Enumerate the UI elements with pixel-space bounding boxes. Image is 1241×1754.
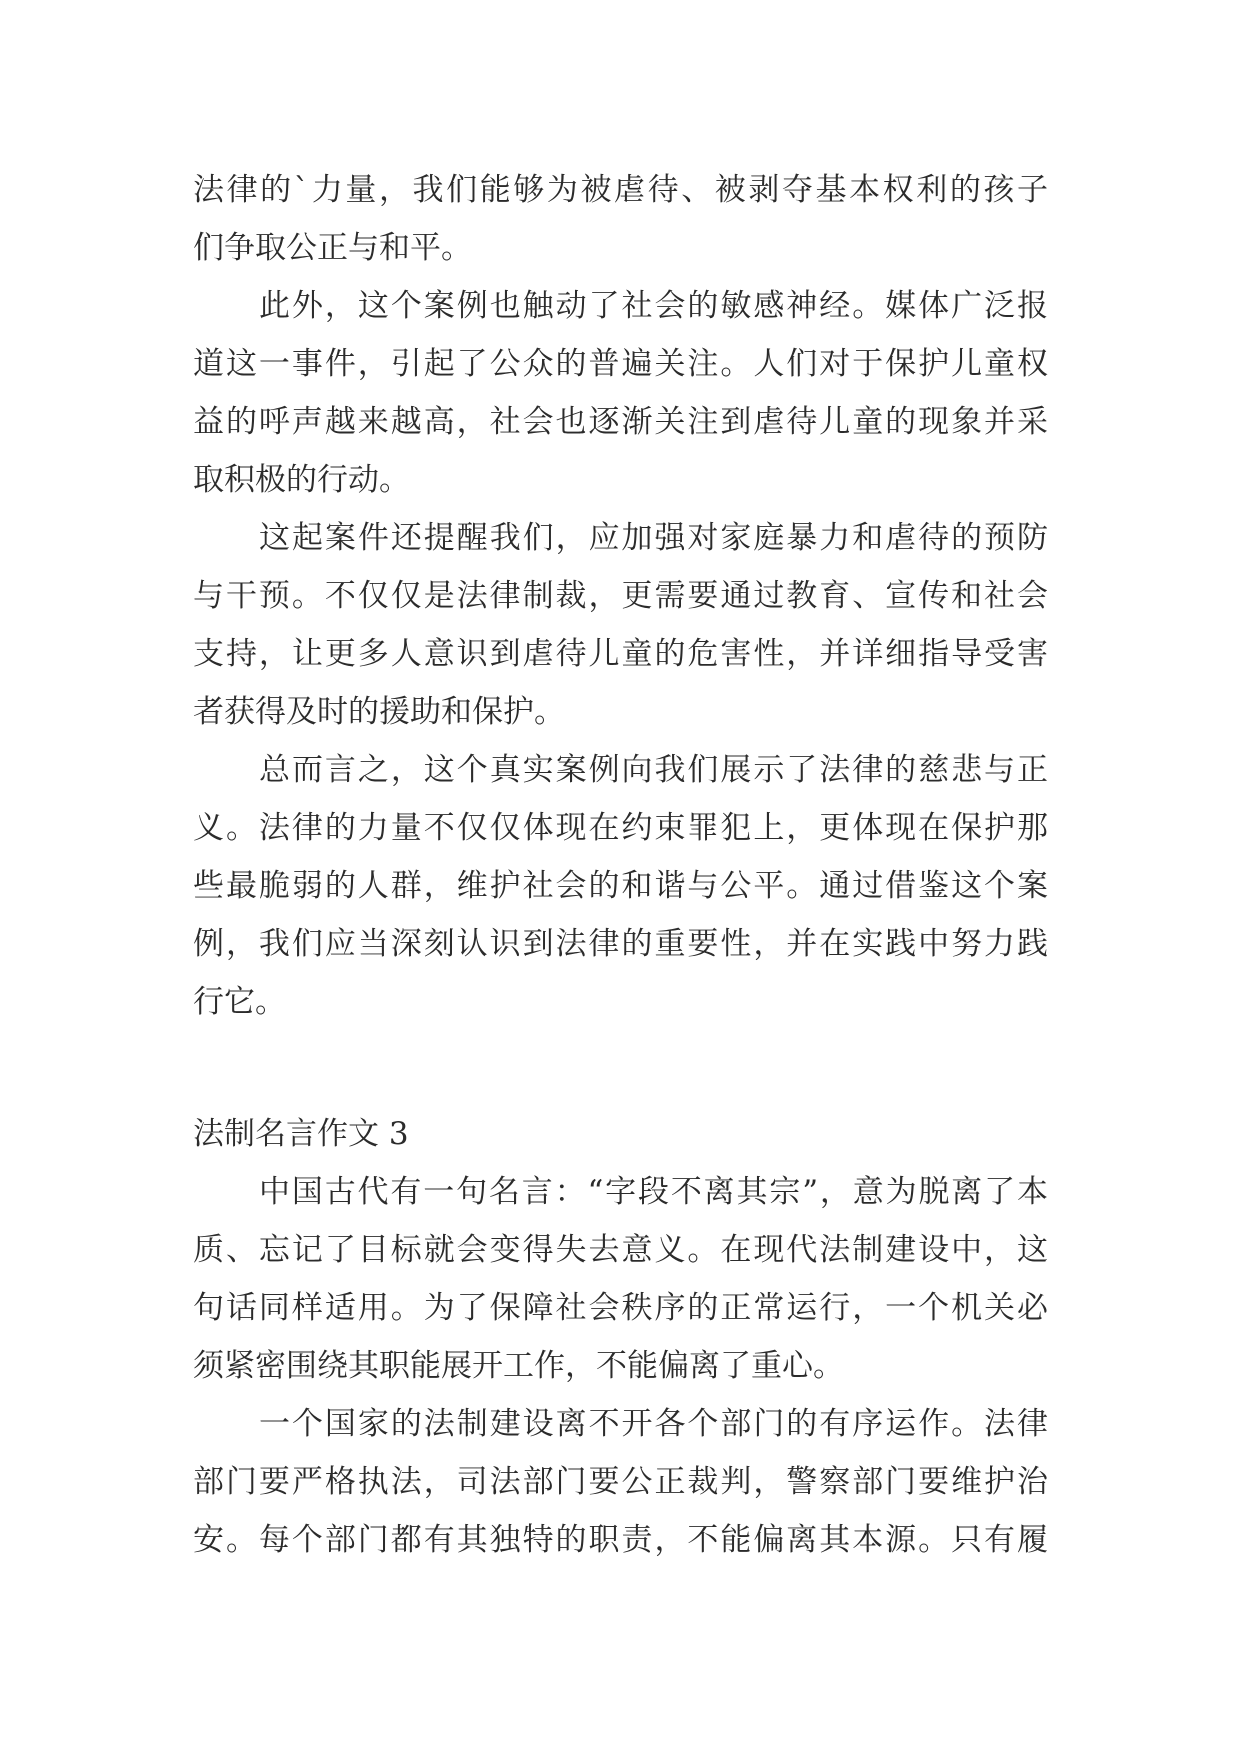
text-line: 总而言之，这个真实案例向我们展示了法律的慈悲与正	[259, 752, 1048, 788]
paragraph	[193, 1163, 1048, 1395]
text-line: 行它。	[193, 984, 286, 1020]
text-line: 者获得及时的援助和保护。	[193, 694, 565, 730]
paragraph	[193, 741, 1048, 1031]
text-line: 例，我们应当深刻认识到法律的重要性，并在实践中努力践	[193, 926, 1048, 962]
text-line: 安。每个部门都有其独特的职责，不能偏离其本源。只有履	[193, 1522, 1048, 1558]
paragraph	[193, 1395, 1048, 1569]
text-line: 这起案件还提醒我们，应加强对家庭暴力和虐待的预防	[259, 520, 1048, 556]
text-line: 一个国家的法制建设离不开各个部门的有序运作。法律	[259, 1406, 1048, 1442]
text-line: 此外，这个案例也触动了社会的敏感神经。媒体广泛报	[259, 288, 1048, 324]
document-page	[193, 161, 1048, 1569]
paragraph	[193, 509, 1048, 741]
section-gap	[193, 1031, 1048, 1105]
paragraph-continued	[193, 161, 1048, 277]
section-heading: 法制名言作文 3	[193, 1116, 409, 1152]
text-line: 质、忘记了目标就会变得失去意义。在现代法制建设中，这	[193, 1232, 1048, 1268]
text-line: 益的呼声越来越高，社会也逐渐关注到虐待儿童的现象并采	[193, 404, 1048, 440]
text-line: 取积极的行动。	[193, 462, 410, 498]
text-line: 句话同样适用。为了保障社会秩序的正常运行，一个机关必	[193, 1290, 1048, 1326]
text-line: 中国古代有一句名言：“字段不离其宗”，意为脱离了本	[259, 1174, 1048, 1210]
text-line: 义。法律的力量不仅仅体现在约束罪犯上，更体现在保护那	[193, 810, 1048, 846]
text-line: 支持，让更多人意识到虐待儿童的危害性，并详细指导受害	[193, 636, 1048, 672]
text-line: 法律的`力量，我们能够为被虐待、被剥夺基本权利的孩子	[193, 172, 1048, 208]
paragraph	[193, 277, 1048, 509]
text-line: 些最脆弱的人群，维护社会的和谐与公平。通过借鉴这个案	[193, 868, 1048, 904]
text-line: 须紧密围绕其职能展开工作，不能偏离了重心。	[193, 1348, 844, 1384]
text-line: 们争取公正与和平。	[193, 230, 472, 266]
text-line: 与干预。不仅仅是法律制裁，更需要通过教育、宣传和社会	[193, 578, 1048, 614]
text-line: 部门要严格执法，司法部门要公正裁判，警察部门要维护治	[193, 1464, 1048, 1500]
text-line: 道这一事件，引起了公众的普遍关注。人们对于保护儿童权	[193, 346, 1048, 382]
